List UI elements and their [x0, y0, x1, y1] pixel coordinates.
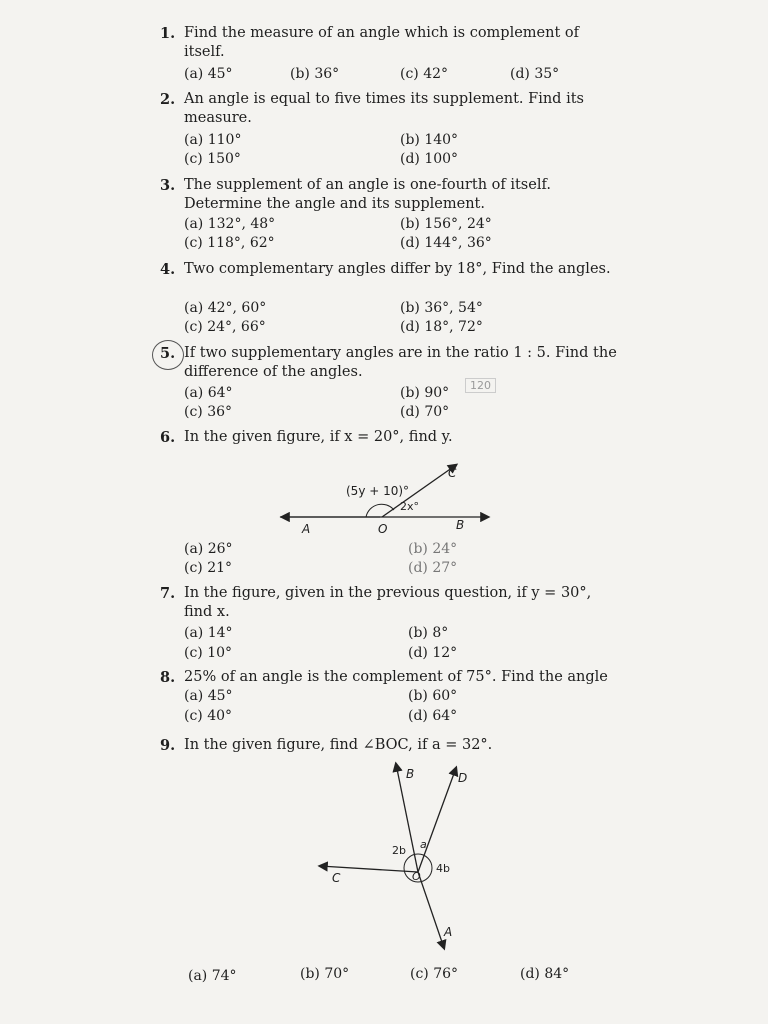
- option-a: (a) 132°, 48°: [184, 216, 276, 232]
- option-c: (c) 10°: [184, 645, 233, 661]
- question-text: In the given figure, if x = 20°, find y.: [184, 429, 453, 445]
- option-d: (d) 64°: [408, 708, 458, 724]
- option-b: (b) 156°, 24°: [400, 216, 492, 232]
- question-number: 9.: [160, 737, 176, 754]
- label-4b: 4b: [436, 862, 450, 875]
- option-b: (b) 24°: [408, 541, 458, 557]
- option-c: (c) 76°: [410, 966, 459, 982]
- option-b: (b) 36°, 54°: [400, 300, 483, 316]
- option-a: (a) 14°: [184, 625, 233, 641]
- question-text: 25% of an angle is the complement of 75°. Find the angle: [184, 669, 608, 685]
- label-a: a: [420, 838, 427, 851]
- option-d: (d) 35°: [510, 66, 560, 82]
- question-number: 2.: [160, 91, 176, 108]
- option-c: (c) 24°, 66°: [184, 319, 266, 335]
- option-a: (a) 45°: [184, 688, 233, 704]
- question-text: The supplement of an angle is one-fourth of itself. Determine the angle and its supplement.: [184, 177, 551, 212]
- question-text: Two complementary angles differ by 18°, Find the angles.: [184, 261, 611, 277]
- option-c: (c) 21°: [184, 560, 233, 576]
- question-number: 3.: [160, 177, 176, 194]
- option-c: (c) 118°, 62°: [184, 235, 275, 251]
- option-c: (c) 150°: [184, 151, 241, 167]
- option-d: (d) 84°: [520, 966, 570, 982]
- question-number: 5.: [160, 345, 176, 362]
- point-b: B: [456, 518, 465, 532]
- point-a: A: [444, 925, 453, 939]
- point-c: C: [448, 466, 457, 480]
- question-text: If two supplementary angles are in the ratio 1 : 5. Find the difference of the angles.: [184, 345, 617, 380]
- option-c: (c) 42°: [400, 66, 449, 82]
- question-number: 7.: [160, 585, 176, 602]
- option-d: (d) 18°, 72°: [400, 319, 483, 335]
- option-b: (b) 60°: [408, 688, 458, 704]
- option-c: (c) 36°: [184, 404, 233, 420]
- pencil-note: 120: [465, 378, 496, 393]
- option-d: (d) 144°, 36°: [400, 235, 492, 251]
- ray-oa: [418, 872, 444, 948]
- point-d: D: [458, 771, 468, 785]
- figure-6: [270, 455, 500, 540]
- option-d: (d) 70°: [400, 404, 450, 420]
- question-number: 4.: [160, 261, 176, 278]
- figure-9: [310, 758, 490, 958]
- option-a: (a) 74°: [188, 968, 237, 984]
- question-text: In the figure, given in the previous question, if y = 30°, find x.: [184, 585, 592, 620]
- angle-arc: [366, 504, 394, 517]
- option-a: (a) 110°: [184, 132, 242, 148]
- option-d: (d) 12°: [408, 645, 458, 661]
- question-text: An angle is equal to five times its supplement. Find its measure.: [184, 91, 584, 126]
- option-b: (b) 8°: [408, 625, 449, 641]
- question-number: 8.: [160, 669, 176, 686]
- option-b: (b) 70°: [300, 966, 350, 982]
- x-label: 2x°: [400, 500, 420, 513]
- option-b: (b) 140°: [400, 132, 459, 148]
- option-a: (a) 26°: [184, 541, 233, 557]
- option-a: (a) 45°: [184, 66, 233, 82]
- point-o: O: [378, 522, 388, 536]
- option-a: (a) 64°: [184, 385, 233, 401]
- option-b: (b) 36°: [290, 66, 340, 82]
- point-b: B: [406, 767, 415, 781]
- question-text: Find the measure of an angle which is complement of itself.: [184, 25, 579, 60]
- point-a: A: [302, 522, 311, 536]
- question-number: 1.: [160, 25, 176, 42]
- option-d: (d) 100°: [400, 151, 459, 167]
- option-d: (d) 27°: [408, 560, 458, 576]
- point-o: O: [412, 870, 421, 883]
- question-number: 6.: [160, 429, 176, 446]
- question-text: In the given figure, find ∠BOC, if a = 32°.: [184, 737, 493, 753]
- option-c: (c) 40°: [184, 708, 233, 724]
- option-a: (a) 42°, 60°: [184, 300, 267, 316]
- angle-label: (5y + 10)°: [346, 484, 410, 498]
- ray-od: [418, 768, 456, 872]
- point-c: C: [332, 871, 341, 885]
- label-2b: 2b: [392, 844, 406, 857]
- option-b: (b) 90°: [400, 385, 450, 401]
